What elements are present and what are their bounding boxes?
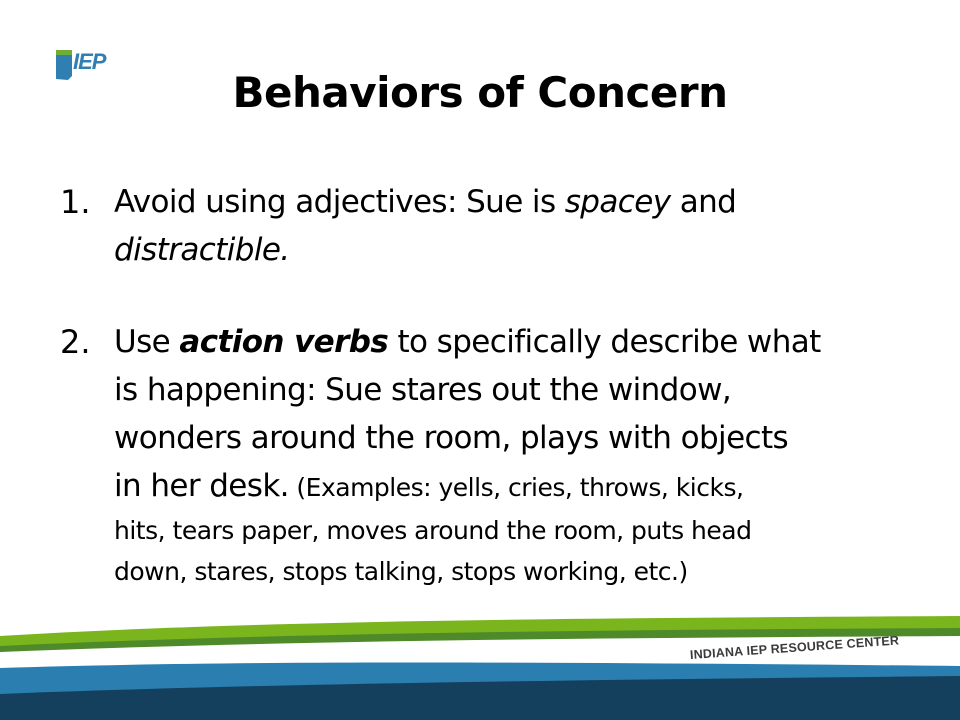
item-2-line-4 <box>114 462 920 510</box>
item-2-line-6: down, stares, stops talking, stops working, etc.) <box>114 557 688 586</box>
item-2-line-3: wonders around the room, plays with objects <box>114 420 789 456</box>
item-1-text: Avoid using adjectives: Sue is <box>114 184 565 220</box>
item-2-text-end: to specifically describe what <box>388 324 821 360</box>
list-item-1 <box>60 178 920 274</box>
footer-swoosh <box>0 610 960 720</box>
footer-label: INDIANA IEP RESOURCE CENTER <box>689 633 900 662</box>
item-2-text-large: in her desk. <box>114 468 289 504</box>
item-2-examples-start: (Examples: yells, cries, throws, kicks, <box>288 473 744 502</box>
list-item-2 <box>60 318 920 592</box>
item-1-line-1 <box>114 178 920 226</box>
item-1-text-end: and <box>670 184 737 220</box>
slide-title: Behaviors of Concern <box>232 68 728 117</box>
item-1-italic-word-2: distractible. <box>114 232 290 268</box>
item-1-italic-word: spacey <box>564 184 671 220</box>
item-1-number: 1. <box>60 183 91 221</box>
bullet-list <box>60 178 920 592</box>
item-2-number: 2. <box>60 323 91 361</box>
item-1-line-2 <box>114 226 920 274</box>
item-2-text: Use <box>114 324 180 360</box>
item-2-line-2: is happening: Sue stares out the window, <box>114 372 732 408</box>
item-2-line-5: hits, tears paper, moves around the room, puts head <box>114 516 752 545</box>
item-2-line-1 <box>114 318 920 366</box>
item-2-emphasis: action verbs <box>179 324 389 360</box>
logo-text: IEP <box>73 49 106 74</box>
